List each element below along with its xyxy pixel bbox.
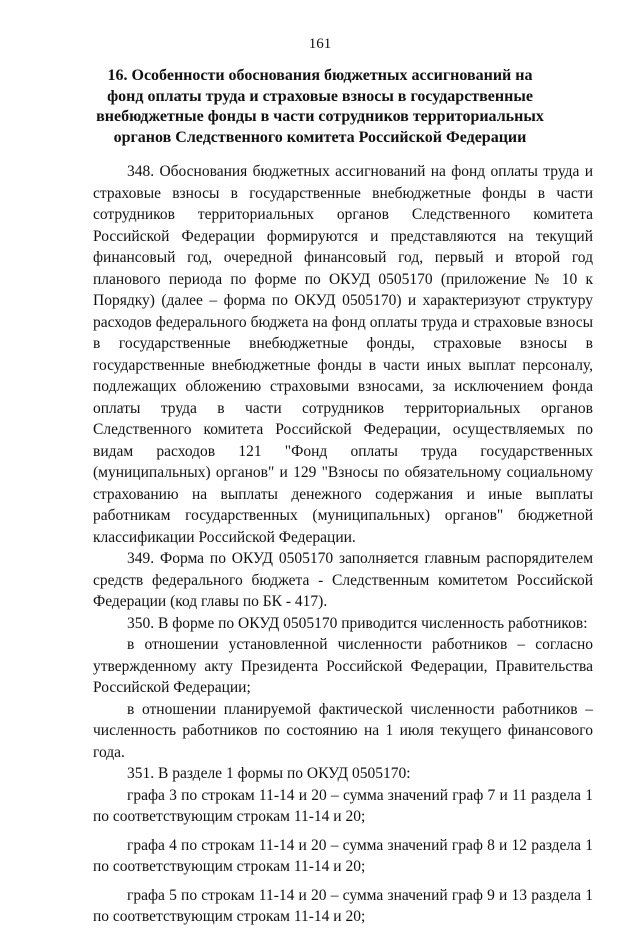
page-number: 161 [308,36,332,52]
paragraph-351-column-4: графа 4 по строкам 11-14 и 20 – сумма значений граф 8 и 12 раздела 1 по соответствующим строкам 11-14 и 20; [93,836,593,875]
paragraph-351: 351. В разделе 1 формы по ОКУД 0505170: [127,765,411,782]
document-body [93,161,593,928]
paragraph-350-planned-count: в отношении планируемой фактической численности работников – численность работников по состоянию на 1 июля текущего финансового года. [93,700,593,761]
paragraph-351-column-5: графа 5 по строкам 11-14 и 20 – сумма значений граф 9 и 13 раздела 1 по соответствующим строкам 11-14 и 20; [93,886,593,925]
paragraph-350-established-count: в отношении установленной численности работников – согласно утвержденному акту Президента Российской Федерации, Правительства Российской Федерации; [93,636,593,696]
paragraph-350: 350. В форме по ОКУД 0505170 приводится численность работников: [127,614,588,632]
paragraph-348: 348. Обоснования бюджетных ассигнований на фонд оплаты труда и страховые взносы в государственные внебюджетные фонды в части сотрудников территориальных органов Следственного комитета Российской Федерации формируются и представляются на текущий финансовый год, очередной финансовый год, первый и второй год планового периода по форме по ОКУД 0505170 (приложение № 10 к Порядку) (далее – форма по ОКУД 0505170) и характеризуют структуру расходов федерального бюджета на фонд оплаты труда и страховые взносы в государственные внебюджетные фонды, страховые взносы в государственные внебюджетные фонды в части иных выплат персоналу, подлежащих обложению страховыми взносами, за исключением фонда оплаты труда в части сотрудников территориальных органов Следственного комитета Российской Федерации, осуществляемых по видам расходов 121 "Фонд оплаты труда государственных (муниципальных) органов" и 129 "Взносы по обязательному социальному страхованию на выплаты денежного содержания и иные выплаты работникам государственных (муниципальных) органов" бюджетной классификации Российской Федерации. [93,163,593,546]
section-heading: 16. Особенности обоснования бюджетных ассигнований на фонд оплаты труда и страховые взносы в государственные внебюджетные фонды в части сотрудников территориальных органов Следственного комитета Российской Федерации [96,67,544,146]
paragraph-349: 349. Форма по ОКУД 0505170 заполняется главным распорядителем средств федерального бюджета - Следственным комитетом Российской Федерации (код главы по БК - 417). [93,550,593,610]
paragraph-351-column-3: графа 3 по строкам 11-14 и 20 – сумма значений граф 7 и 11 раздела 1 по соответствующим строкам 11-14 и 20; [93,786,593,825]
